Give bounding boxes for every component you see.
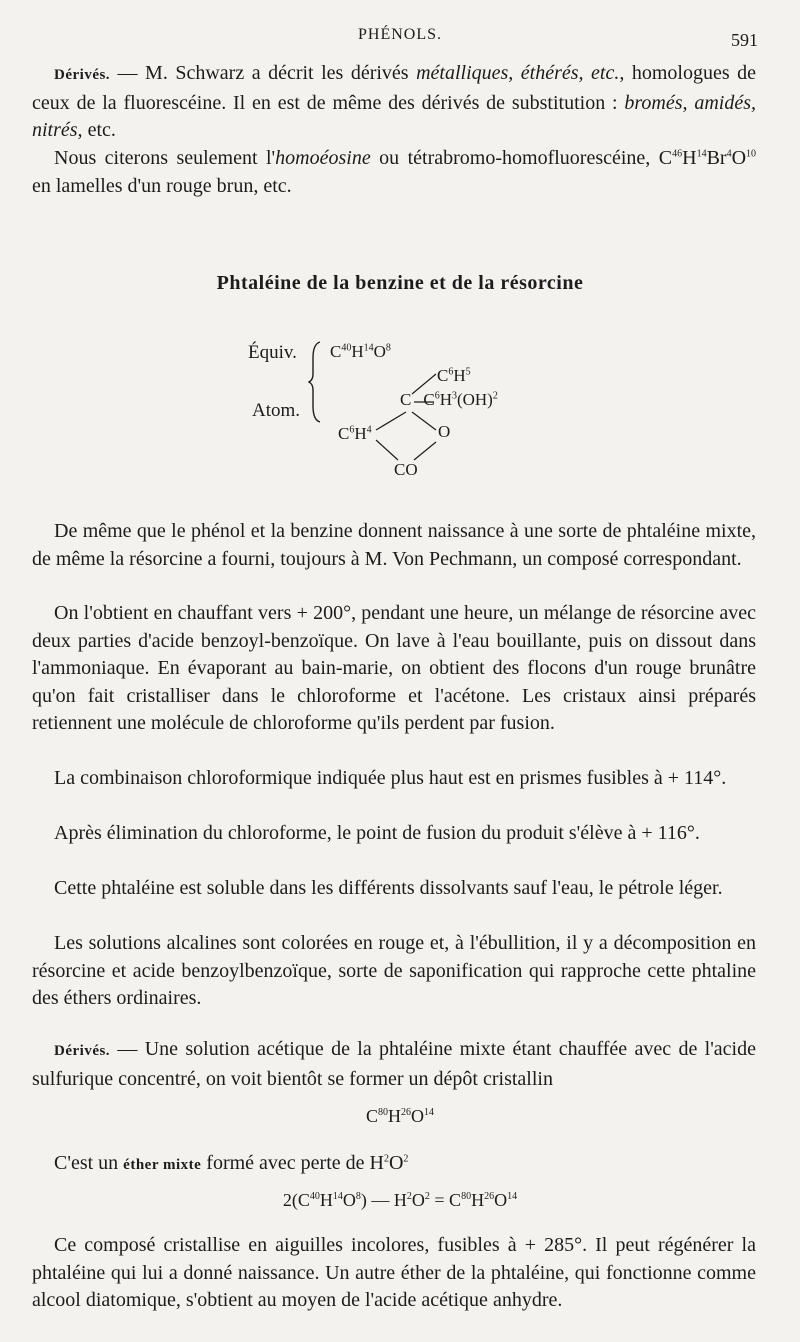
oxygen-atom: O	[438, 422, 451, 441]
superscript: 4	[726, 148, 732, 160]
superscript: 10	[746, 148, 757, 160]
paragraph-derives-acetique	[32, 1036, 756, 1093]
paragraph-solubilite: Cette phtaléine est soluble dans les différents dissolvants sauf l'eau, le pétrole léger.	[54, 877, 723, 899]
carbonyl-group: CO	[394, 460, 418, 479]
superscript: 2	[403, 1153, 409, 1165]
paragraph-combinaison: La combinaison chloroformique indiquée plus haut est en prismes fusibles à + 114°.	[54, 767, 727, 789]
lead-derives: Dérivés.	[54, 1043, 111, 1059]
text: formé avec perte de H	[201, 1152, 384, 1174]
central-carbon-group: C $C^6H^3(OH)^2$	[400, 390, 498, 409]
equiv-label: Équiv.	[248, 342, 297, 363]
text: , homologues de ceux de la fluorescéine. Il en est de même des dérivés de substitution :	[32, 62, 757, 114]
superscript: 14	[696, 148, 707, 160]
text: H	[682, 147, 697, 169]
paragraph-phtaleine-mixte: De même que le phénol et la benzine donnent naissance à une sorte de phtaléine mixte, de même la résorcine a fourni, toujours à M. Von Pechmann, un composé correspondant.	[32, 520, 756, 570]
superscript: 46	[672, 148, 683, 160]
structural-formula	[230, 338, 570, 488]
text: Br	[706, 147, 727, 169]
atom-label: Atom.	[252, 400, 301, 421]
italic-text: bromés, amidés, nitrés,	[32, 91, 756, 141]
text: en lamelles d'un rouge brun, etc.	[32, 174, 292, 197]
text: — Une solution acétique de la phtaléine mixte étant chauffée avec de l'acide sulfurique concentré, on voit bientôt se former un dépôt cristallin	[32, 1038, 756, 1090]
formula-equation: $2(C^{40}H^{14}O^8)$ — $H^2O^2 = C^{80}H^{26}O^{14}$	[282, 1190, 518, 1210]
page-number: 591	[731, 30, 758, 50]
paragraph-cristallise: Ce composé cristallise en aiguilles incolores, fusibles à + 285°. Il peut régénérer la phtaléine qui lui a donné naissance. Un autre éther de la phtaléine, qui fonctionne comme alcool diatomique, s'obtient au moyen de l'acide acétique anhydre.	[32, 1234, 756, 1311]
phenylene-group: $C^6H^4$	[338, 424, 372, 443]
italic-text: homoéosine	[275, 147, 371, 169]
superscript: 2	[383, 1153, 389, 1165]
section-heading: Phtaléine de la benzine et de la résorcine	[216, 272, 584, 294]
text: C'est un	[54, 1152, 124, 1174]
running-head	[0, 24, 800, 54]
lead-derives: Dérivés.	[54, 67, 111, 83]
text: O	[731, 147, 747, 169]
text: etc.	[82, 119, 116, 141]
text: Nous citerons seulement l'	[54, 147, 276, 169]
paragraph-solutions-alcalines: Les solutions alcalines sont colorées en rouge et, à l'ébullition, il y a décomposition en résorcine et acide benzoylbenzoïque, sorte de saponification qui rapproche cette phtaline des éthers ordinaires.	[32, 932, 756, 1009]
italic-text: métalliques, éthérés, etc.	[416, 62, 620, 84]
paragraph-ether-mixte	[32, 1150, 756, 1180]
paragraph-homoeosine	[32, 145, 756, 200]
text: ou tétrabromo-homofluorescéine, C	[370, 147, 673, 169]
text: O	[388, 1152, 404, 1174]
running-head-title: PHÉNOLS.	[357, 26, 442, 43]
equiv-formula: $C^{40}H^{14}O^8$	[330, 342, 391, 361]
phenyl-group: $C^6H^5$	[437, 366, 471, 385]
bold-ether-mixte: éther mixte	[123, 1157, 202, 1173]
paragraph-fusion: Après élimination du chloroforme, le point de fusion du produit s'élève à + 116°.	[54, 822, 700, 844]
bond-lines	[230, 338, 570, 488]
text: — M. Schwarz a décrit les dérivés	[110, 62, 417, 84]
formula-c80: $C^{80}H^{26}O^{14}$	[365, 1106, 434, 1126]
paragraph-preparation: On l'obtient en chauffant vers + 200°, pendant une heure, un mélange de résorcine avec deux parties d'acide benzoyl-benzoïque. On lave à l'eau bouillante, puis on dissout dans l'ammoniaque. En évaporant au bain-marie, on obtient des flocons d'un rouge brunâtre qu'on fait cristalliser dans le chloroforme et l'acétone. Les cristaux ainsi préparés retiennent une molécule de chloroforme qu'ils perdent par fusion.	[32, 602, 756, 734]
paragraph-derives-schwarz	[32, 60, 756, 145]
